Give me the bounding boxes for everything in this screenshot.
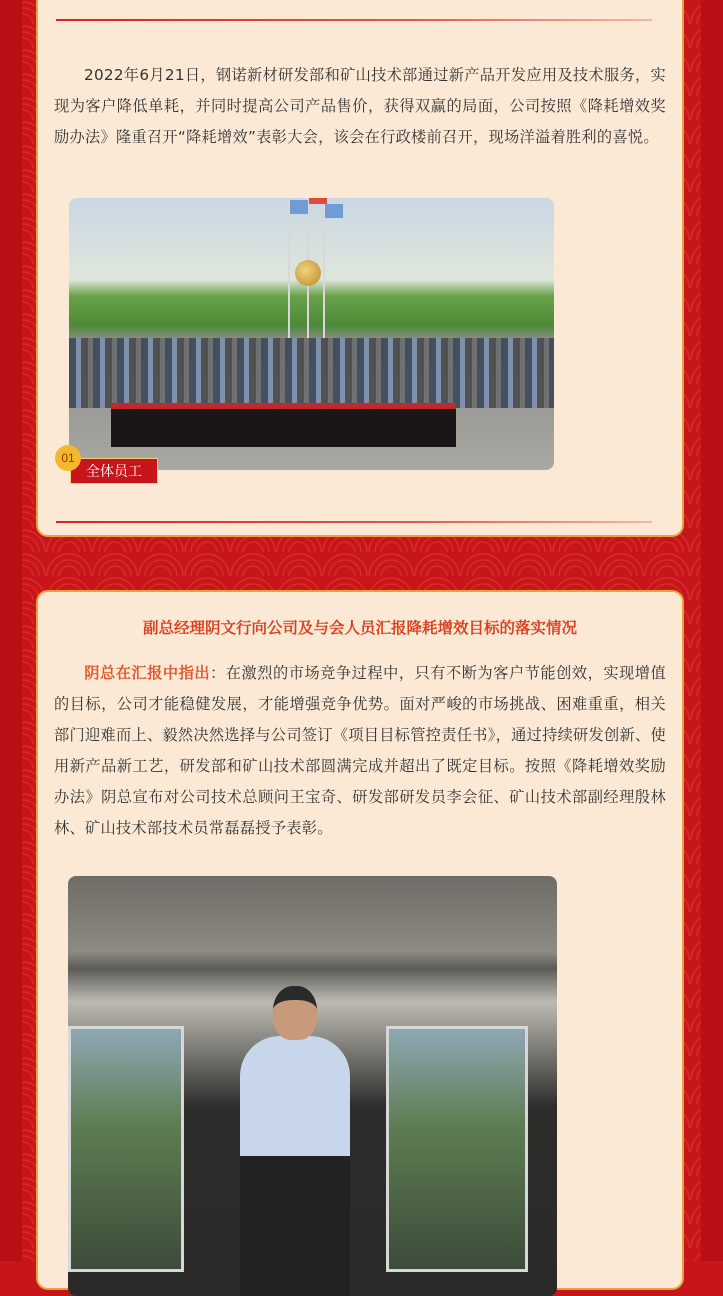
top-divider: [56, 19, 652, 21]
glass-door-left: [68, 1026, 184, 1272]
crowd: [69, 338, 554, 408]
left-border: [0, 0, 22, 1261]
award-table: [111, 403, 456, 447]
speaker-figure: [240, 1036, 350, 1296]
all-staff-photo: [69, 198, 554, 470]
report-paragraph: [54, 658, 666, 844]
bottom-divider: [56, 521, 652, 523]
intro-paragraph-text: 2022年6月21日，钢诺新材研发部和矿山技术部通过新产品开发应用及技术服务，实现为客户降低单耗，并同时提高公司产品售价，获得双赢的局面，公司按照《降耗增效奖励办法》隆重召开“降耗增效”表彰大会，该会在行政楼前召开，现场洋溢着胜利的喜悦。: [54, 66, 666, 146]
intro-paragraph: [54, 60, 666, 153]
speaker-head: [273, 986, 317, 1040]
flag: [325, 204, 343, 218]
photo-caption-label: 全体员工: [70, 458, 158, 484]
flag: [290, 200, 308, 214]
photo-caption-number: 01: [55, 445, 81, 471]
report-paragraph-text: ：在激烈的市场竞争过程中，只有不断为客户节能创效，实现增值的目标，公司才能稳健发展，才能增强竞争优势。面对严峻的市场挑战、困难重重，相关部门迎难而上、毅然决然选择与公司签订《项目目标管控责任书》，通过持续研发创新、使用新产品新工艺，研发部和矿山技术部圆满完成并超出了既定目标。按照《降耗增效奖励办法》阴总宣布对公司技术总顾问王宝奇、研发部研发员李会征、矿山技术部副经理殷林林、矿山技术部技术员常磊磊授予表彰。: [54, 664, 666, 837]
flagpole: [288, 198, 290, 338]
article-card-2: [36, 590, 684, 1290]
globe-sculpture: [295, 260, 321, 286]
report-lead: 阴总在汇报中指出: [84, 664, 211, 682]
flagpole: [323, 198, 325, 338]
section-heading: 副总经理阴文行向公司及与会人员汇报降耗增效目标的落实情况: [142, 619, 577, 637]
speaker-photo: [68, 876, 557, 1296]
right-border: [701, 0, 723, 1261]
glass-door-right: [386, 1026, 528, 1272]
article-card-1: [36, 0, 684, 537]
